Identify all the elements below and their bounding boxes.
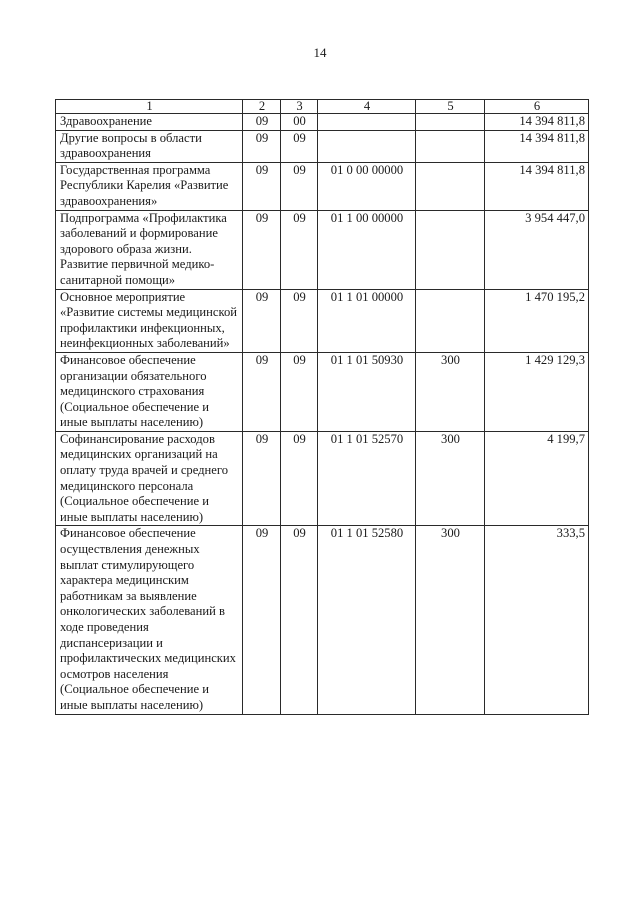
row-amount: 333,5 bbox=[485, 526, 589, 714]
row-name: Основное мероприятие «Развитие системы медицинской профилактики инфекционных, неинфекционных заболеваний» bbox=[56, 289, 243, 352]
row-section: 09 bbox=[243, 162, 281, 210]
row-expense-type bbox=[416, 210, 485, 289]
row-amount: 14 394 811,8 bbox=[485, 130, 589, 162]
row-expense-type: 300 bbox=[416, 526, 485, 714]
row-target-article: 01 1 01 52570 bbox=[318, 431, 416, 526]
table-header-row bbox=[56, 100, 589, 114]
row-target-article bbox=[318, 114, 416, 131]
row-target-article: 01 1 01 00000 bbox=[318, 289, 416, 352]
row-name: Финансовое обеспечение осуществления денежных выплат стимулирующего характера медицинским работникам за выявление онкологических заболеваний в ходе проведения диспансеризации и профилактических медицинских осмотров населения (Социальное обеспечение и иные выплаты населению) bbox=[56, 526, 243, 714]
row-target-article: 01 1 01 50930 bbox=[318, 352, 416, 431]
row-expense-type bbox=[416, 289, 485, 352]
row-amount: 1 429 129,3 bbox=[485, 352, 589, 431]
table-row bbox=[56, 431, 589, 526]
row-name: Финансовое обеспечение организации обязательного медицинского страхования (Социальное обеспечение и иные выплаты населению) bbox=[56, 352, 243, 431]
row-name: Подпрограмма «Профилактика заболеваний и формирование здорового образа жизни. Развитие первичной медико-санитарной помощи» bbox=[56, 210, 243, 289]
column-header-1: 1 bbox=[56, 100, 243, 114]
column-header-6: 6 bbox=[485, 100, 589, 114]
row-target-article: 01 1 01 52580 bbox=[318, 526, 416, 714]
table-row bbox=[56, 289, 589, 352]
row-subsection: 09 bbox=[281, 352, 318, 431]
row-section: 09 bbox=[243, 210, 281, 289]
column-header-3: 3 bbox=[281, 100, 318, 114]
row-subsection: 09 bbox=[281, 526, 318, 714]
page-number: 14 bbox=[313, 45, 327, 60]
row-section: 09 bbox=[243, 431, 281, 526]
row-subsection: 09 bbox=[281, 162, 318, 210]
row-amount: 14 394 811,8 bbox=[485, 114, 589, 131]
table-row bbox=[56, 162, 589, 210]
row-name: Софинансирование расходов медицинских организаций на оплату труда врачей и среднего медицинского персонала (Социальное обеспечение и иные выплаты населению) bbox=[56, 431, 243, 526]
row-amount: 4 199,7 bbox=[485, 431, 589, 526]
table-row bbox=[56, 352, 589, 431]
row-amount: 3 954 447,0 bbox=[485, 210, 589, 289]
row-amount: 1 470 195,2 bbox=[485, 289, 589, 352]
row-name: Другие вопросы в области здравоохранения bbox=[56, 130, 243, 162]
row-expense-type: 300 bbox=[416, 352, 485, 431]
row-name: Здравоохранение bbox=[56, 114, 243, 131]
row-subsection: 09 bbox=[281, 130, 318, 162]
table-row bbox=[56, 210, 589, 289]
column-header-4: 4 bbox=[318, 100, 416, 114]
row-target-article: 01 0 00 00000 bbox=[318, 162, 416, 210]
row-section: 09 bbox=[243, 289, 281, 352]
row-section: 09 bbox=[243, 526, 281, 714]
column-header-5: 5 bbox=[416, 100, 485, 114]
row-expense-type bbox=[416, 130, 485, 162]
row-name: Государственная программа Республики Карелия «Развитие здравоохранения» bbox=[56, 162, 243, 210]
row-target-article: 01 1 00 00000 bbox=[318, 210, 416, 289]
table-row bbox=[56, 114, 589, 131]
row-subsection: 00 bbox=[281, 114, 318, 131]
table-row bbox=[56, 526, 589, 714]
row-expense-type bbox=[416, 162, 485, 210]
column-header-2: 2 bbox=[243, 100, 281, 114]
row-expense-type: 300 bbox=[416, 431, 485, 526]
row-section: 09 bbox=[243, 352, 281, 431]
budget-table bbox=[55, 99, 589, 715]
row-amount: 14 394 811,8 bbox=[485, 162, 589, 210]
row-section: 09 bbox=[243, 130, 281, 162]
row-subsection: 09 bbox=[281, 431, 318, 526]
row-target-article bbox=[318, 130, 416, 162]
row-subsection: 09 bbox=[281, 210, 318, 289]
row-subsection: 09 bbox=[281, 289, 318, 352]
row-section: 09 bbox=[243, 114, 281, 131]
table-row bbox=[56, 130, 589, 162]
row-expense-type bbox=[416, 114, 485, 131]
